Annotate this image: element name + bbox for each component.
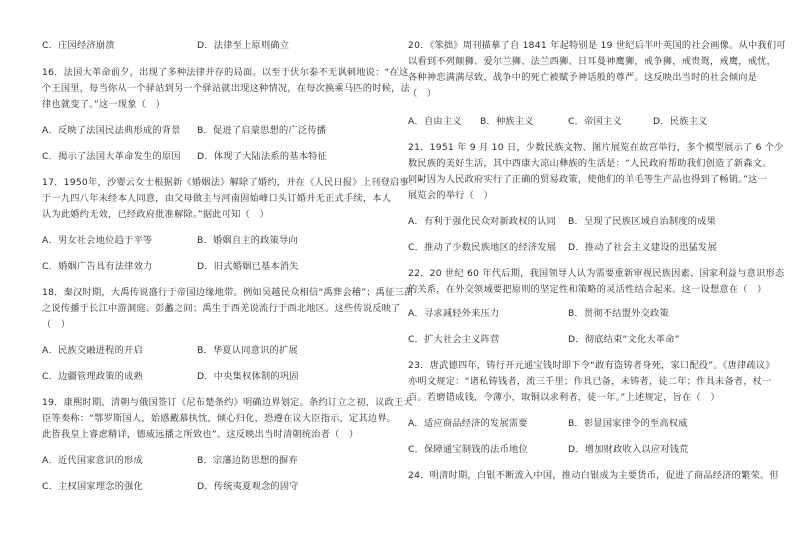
q18-option-d[interactable]: D．中央集权体制的巩固 — [197, 371, 299, 382]
q23-stem-line-1: 23．唐武德四年，铸行开元通宝钱时即下令“敢有盗铸者身死，家口配役”。《唐律疏议》 — [408, 360, 775, 371]
q16-option-b[interactable]: B．促进了启蒙思想的广泛传播 — [197, 125, 327, 136]
q24-stem-line-1: 24．明清时期，白银不断流入中国，推动白银成为主要货币，促进了商品经济的繁荣。但 — [408, 470, 779, 481]
q20-option-c[interactable]: C．帝国主义 — [568, 116, 622, 127]
q23-stem-line-3: 百。若磨错成钱，令薄小，取铜以求利者，徒一年。”上述规定，旨在（ ） — [408, 392, 720, 403]
q21-stem-line-3: 同时因为人民政府实行了正确的贸易政策，使他们的羊毛等生产品也得到了畅销。”这一 — [408, 174, 768, 185]
q18-stem-line-1: 18．秦汉时期，大禹传说盛行于帝国边缘地带。例如吴越民众相信“禹葬会稽”；禹征三苗 — [42, 287, 414, 298]
q21-stem-line-4: 展览会的举行（ ） — [408, 190, 493, 201]
q16-stem-line-1: 16．法国大革命前夕，出现了多种法律并存的局面。以至于伏尔泰不无讽刺地说：“在这 — [42, 67, 409, 78]
q21-option-c[interactable]: C．推动了少数民族地区的经济发展 — [408, 242, 557, 253]
q19-option-b[interactable]: B．宗藩边防思想的摒弃 — [197, 455, 298, 466]
q22-option-a[interactable]: A．寻求减轻外来压力 — [408, 308, 500, 319]
q23-option-d[interactable]: D．增加财政收入以应对钱荒 — [568, 444, 689, 455]
q18-option-a[interactable]: A．民族交融进程的开启 — [42, 345, 143, 356]
q16-option-c[interactable]: C．揭示了法国大革命发生的原因 — [42, 151, 181, 162]
q16-option-d[interactable]: D．体现了大陆法系的基本特征 — [197, 151, 328, 162]
q20-stem-line-1: 20．《笨拙》周刊描摹了自 1841 年起特别是 19 世纪后半叶英国的社会画像。从中我们可 — [408, 40, 786, 51]
q21-option-a[interactable]: A．有利于强化民众对新政权的认同 — [408, 216, 557, 227]
q23-stem-line-2: 亦明文规定：“诸私铸钱者，流三千里；作具已备，未铸者，徒二年；作具未备者，杖一 — [408, 376, 772, 387]
q17-stem-line-1: 17．1950年，沙婴云女士根据新《婚姻法》解除了婚约，并在《人民日报》上刊登启事：“ — [42, 177, 424, 188]
q17-option-c[interactable]: C．婚姻广告具有法律效力 — [42, 261, 153, 272]
q22-option-b[interactable]: B．贯彻不结盟外交政策 — [568, 308, 669, 319]
q16-stem-line-3: 律也就变了。”这一现象（ ） — [42, 99, 166, 110]
q20-stem-line-2: 以看到不列颠狮、爱尔兰狮、法兰西狮、日耳曼神鹰狮，戒争狮，戒贵鸳，戒鹰，戒忧， — [408, 56, 777, 67]
q18-stem-line-2: 之说传播于长江中游洞庭、彭蠡之间；禹生于西羌说流行于西北地区。这些传说反映了 — [42, 303, 401, 314]
q18-option-c[interactable]: C．边疆管理政策的成熟 — [42, 371, 144, 382]
q22-option-d[interactable]: D．彻底结束“文化大革命” — [568, 334, 680, 345]
q23-option-a[interactable]: A．适应商品经济的发展需要 — [408, 418, 528, 429]
q23-option-c[interactable]: C．保障通宝制钱的法币地位 — [408, 444, 528, 455]
q22-option-c[interactable]: C．扩大社会主义阵营 — [408, 334, 500, 345]
q21-option-b[interactable]: B．呈现了民族区域自治制度的成果 — [568, 216, 717, 227]
q16-stem-line-2: 个王国里，每当你从一个驿站到另一个驿站就出现这种情况，在每次换乘马匹的时候，法 — [42, 83, 411, 94]
q18-option-b[interactable]: B．华夏认同意识的扩展 — [197, 345, 298, 356]
q20-stem-line-4: （ ） — [408, 88, 437, 99]
q21-stem-line-1: 21．1951 年 9 月 10 日，少数民族文物、图片展览在故宫举行，多个模型展示了 6 个少 — [408, 142, 784, 153]
q17-option-a[interactable]: A．男女社会地位趋于平等 — [42, 235, 153, 246]
q17-option-b[interactable]: B．婚姻自主的政策导向 — [197, 235, 298, 246]
q19-option-d[interactable]: D．传统夷夏观念的固守 — [197, 481, 299, 492]
q19-stem-line-3: 此皆我皇上睿虑精详，德威远播之所致也”。这反映出当时清朝统治者（ ） — [42, 429, 359, 440]
q21-stem-line-2: 数民族的美好生活，其中西康大凉山彝族的生活是：“人民政府帮助我们创造了新森文。 — [408, 158, 772, 169]
q20-stem-line-3: 各种神恋满满尽致，战争中的死亡被赋予神话般的尊严。这反映出当时的社会倾向是 — [408, 72, 758, 83]
q19-stem-line-1: 19．康熙时期，清朝与俄国签订《尼布楚条约》明确边界划定。条约订立之初，议政王大 — [42, 397, 413, 408]
q19-stem-line-2: 臣等奏称：“鄂罗斯国人，始感戴慕执忱，倾心归化，恐遵在议大臣指示，定其边界。 — [42, 413, 397, 424]
q23-option-b[interactable]: B．彰显国家律令的至高权威 — [568, 418, 688, 429]
q22-stem-line-1: 22．20 世纪 60 年代后期，我国领导人认为需要重新审视民族因素、国家利益与意识形态 — [408, 268, 785, 279]
q17-option-d[interactable]: D．旧式婚姻已基本消失 — [197, 261, 299, 272]
q20-option-d[interactable]: D．民族主义 — [653, 116, 708, 127]
q16-option-a[interactable]: A．反映了法国民法典形成的背景 — [42, 125, 181, 136]
q15-option-c[interactable]: C．庄园经济崩溃 — [42, 40, 115, 51]
q18-stem-line-3: （ ） — [42, 319, 71, 330]
q20-option-a[interactable]: A．自由主义 — [408, 116, 462, 127]
q19-option-a[interactable]: A．近代国家意识的形成 — [42, 455, 143, 466]
q17-stem-line-2: 于一九四八年未经本人同意，由父母做主与河南固始峰口头订婚并无正式手续，本人 — [42, 193, 392, 204]
q21-option-d[interactable]: D．推动了社会主义建设的迅猛发展 — [568, 242, 717, 253]
q15-option-d[interactable]: D．法律至上原则确立 — [197, 40, 290, 51]
q17-stem-line-3: 认为此婚约无效，已经政府批准解除。”据此可知（ ） — [42, 209, 269, 220]
q22-stem-line-2: 的关系，在外交领域要把原则的坚定性和策略的灵活性结合起来。这一设想意在（ ） — [408, 284, 767, 295]
q20-option-b[interactable]: B．种族主义 — [480, 116, 534, 127]
q19-option-c[interactable]: C．主权国家理念的强化 — [42, 481, 144, 492]
